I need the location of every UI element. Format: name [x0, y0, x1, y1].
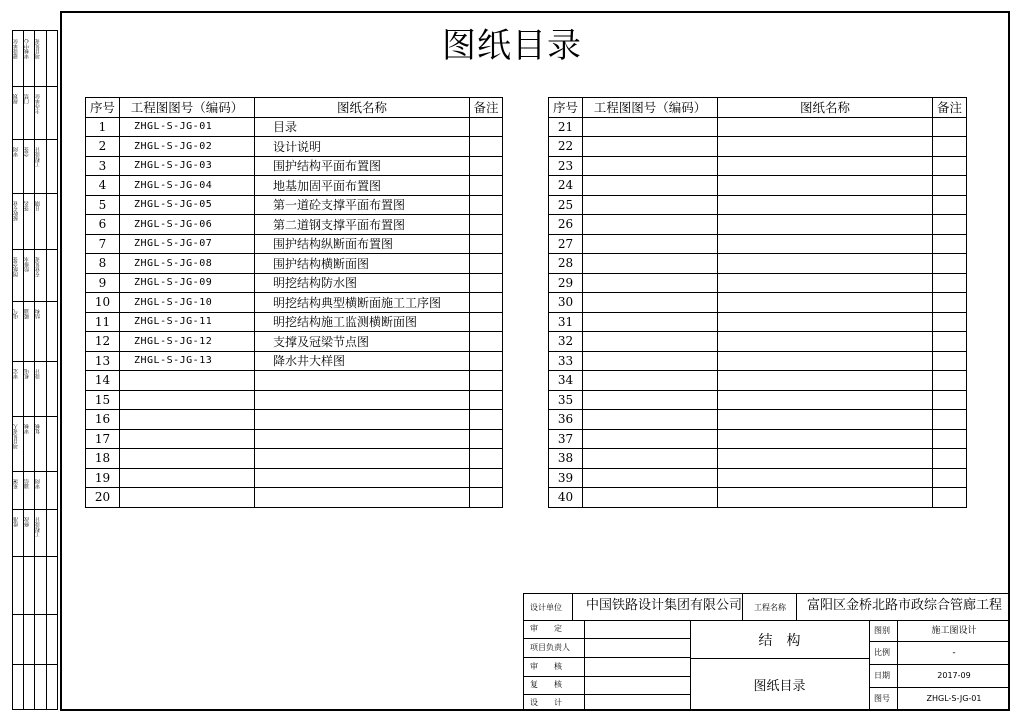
row-seq: 22 — [549, 137, 583, 157]
row-name — [718, 410, 933, 430]
row-name: 明挖结构防水图 — [255, 273, 470, 293]
sidebar-label: 机电 — [24, 369, 30, 379]
row-name — [718, 195, 933, 215]
header-name: 图纸名称 — [255, 98, 470, 118]
table-row — [549, 468, 967, 488]
row-note — [470, 332, 503, 352]
row-note — [933, 156, 967, 176]
row-name — [718, 156, 933, 176]
row-name: 设计说明 — [255, 137, 470, 157]
row-seq: 18 — [86, 449, 120, 469]
discipline: 结 构 — [758, 633, 801, 649]
row-seq: 35 — [549, 390, 583, 410]
row-seq: 29 — [549, 273, 583, 293]
row-note — [933, 293, 967, 313]
row-note — [933, 351, 967, 371]
row-name — [718, 117, 933, 137]
table-row — [549, 215, 967, 235]
row-note — [470, 176, 503, 196]
sidebar-label: 专业负责 — [35, 257, 41, 277]
row-note — [933, 332, 967, 352]
row-name — [718, 176, 933, 196]
row-note — [470, 215, 503, 235]
header-note: 备注 — [933, 98, 967, 118]
row-code — [583, 468, 718, 488]
row-code — [583, 410, 718, 430]
table-row — [549, 410, 967, 430]
row-code — [583, 488, 718, 508]
header-code: 工程图图号（编码） — [120, 98, 255, 118]
sidebar-label: 通信 — [24, 479, 30, 489]
page-title: 图纸目录 — [442, 26, 582, 66]
row-name — [718, 332, 933, 352]
row-name — [718, 449, 933, 469]
row-name — [718, 293, 933, 313]
row-name: 围护结构平面布置图 — [255, 156, 470, 176]
revision-sidebar — [12, 30, 58, 710]
row-code — [120, 410, 255, 430]
role-design: 设 计 — [530, 698, 562, 707]
row-name: 第一道砼支撑平面布置图 — [255, 195, 470, 215]
table-row — [86, 254, 503, 274]
row-note — [470, 390, 503, 410]
sidebar-label: 工程设计 — [35, 147, 41, 167]
row-seq: 16 — [86, 410, 120, 430]
scale-label: 比例 — [874, 648, 890, 657]
row-name — [718, 371, 933, 391]
row-code: ZHGL-S-JG-06 — [120, 215, 255, 235]
table-row — [549, 429, 967, 449]
row-code — [120, 429, 255, 449]
row-name: 明挖结构施工监测横断面图 — [255, 312, 470, 332]
sidebar-label: 批准 — [13, 517, 19, 527]
row-seq: 8 — [86, 254, 120, 274]
row-seq: 23 — [549, 156, 583, 176]
row-note — [470, 234, 503, 254]
row-name — [718, 234, 933, 254]
sidebar-label: 接收专业 — [13, 201, 19, 221]
row-code — [583, 429, 718, 449]
row-code: ZHGL-S-JG-09 — [120, 273, 255, 293]
row-code — [120, 488, 255, 508]
number-label: 图号 — [874, 694, 890, 703]
sidebar-label: 图纸会签 — [13, 257, 19, 277]
row-note — [933, 176, 967, 196]
project-name: 富阳区金桥北路市政综合管廊工程 — [807, 598, 1003, 613]
row-code — [583, 176, 718, 196]
table-row — [86, 273, 503, 293]
row-note — [470, 156, 503, 176]
table-row — [549, 351, 967, 371]
row-note — [933, 312, 967, 332]
row-seq: 27 — [549, 234, 583, 254]
row-note — [470, 449, 503, 469]
sidebar-label: 工程设计 — [35, 517, 41, 537]
row-name — [718, 488, 933, 508]
row-note — [933, 234, 967, 254]
sidebar-label: 日期 — [35, 201, 41, 211]
row-note — [933, 410, 967, 430]
row-name — [718, 351, 933, 371]
design-unit-label: 设计单位 — [530, 603, 562, 612]
row-seq: 37 — [549, 429, 583, 449]
row-note — [470, 429, 503, 449]
sidebar-label: 结构 — [35, 309, 41, 319]
row-code: ZHGL-S-JG-12 — [120, 332, 255, 352]
table-row — [549, 137, 967, 157]
row-name: 降水井大样图 — [255, 351, 470, 371]
sidebar-label: 项目负责人 — [13, 424, 19, 449]
row-code — [120, 390, 255, 410]
row-code — [583, 312, 718, 332]
sidebar-label: 审核 — [24, 424, 30, 434]
row-name — [718, 273, 933, 293]
row-code — [583, 371, 718, 391]
date-label: 日期 — [874, 671, 890, 680]
row-name — [718, 429, 933, 449]
row-name — [255, 371, 470, 391]
row-note — [933, 117, 967, 137]
row-code — [583, 254, 718, 274]
row-note — [933, 468, 967, 488]
row-seq: 17 — [86, 429, 120, 449]
row-note — [933, 429, 967, 449]
row-note — [933, 195, 967, 215]
row-code: ZHGL-S-JG-02 — [120, 137, 255, 157]
row-code: ZHGL-S-JG-07 — [120, 234, 255, 254]
row-note — [470, 293, 503, 313]
row-note — [470, 195, 503, 215]
row-seq: 21 — [549, 117, 583, 137]
header-seq: 序号 — [86, 98, 120, 118]
row-note — [470, 351, 503, 371]
row-code: ZHGL-S-JG-01 — [120, 117, 255, 137]
table-row — [549, 156, 967, 176]
row-seq: 33 — [549, 351, 583, 371]
table-row — [86, 293, 503, 313]
role-recheck: 复 核 — [530, 680, 562, 689]
row-name — [718, 312, 933, 332]
table-row — [86, 312, 503, 332]
row-name: 支撑及冠梁节点图 — [255, 332, 470, 352]
table-row — [86, 176, 503, 196]
sidebar-label: 签名 — [24, 201, 30, 211]
row-seq: 1 — [86, 117, 120, 137]
row-name: 地基加固平面布置图 — [255, 176, 470, 196]
row-name — [718, 137, 933, 157]
drawing-list-table-right — [548, 97, 967, 508]
row-name: 围护结构横断面图 — [255, 254, 470, 274]
header-name: 图纸名称 — [718, 98, 933, 118]
role-approve: 审 定 — [530, 624, 562, 633]
row-seq: 5 — [86, 195, 120, 215]
row-code: ZHGL-S-JG-11 — [120, 312, 255, 332]
table-row — [86, 390, 503, 410]
header-seq: 序号 — [549, 98, 583, 118]
row-seq: 24 — [549, 176, 583, 196]
row-note — [933, 137, 967, 157]
header-note: 备注 — [470, 98, 503, 118]
table-row — [549, 332, 967, 352]
row-note — [933, 215, 967, 235]
row-code: ZHGL-S-JG-10 — [120, 293, 255, 313]
row-seq: 30 — [549, 293, 583, 313]
table-row — [549, 371, 967, 391]
row-name — [255, 468, 470, 488]
category: 施工图设计 — [931, 626, 977, 636]
row-note — [470, 117, 503, 137]
row-note — [933, 488, 967, 508]
row-seq: 31 — [549, 312, 583, 332]
role-project-lead: 项目负责人 — [530, 643, 570, 652]
row-seq: 28 — [549, 254, 583, 274]
row-seq: 10 — [86, 293, 120, 313]
table-row — [86, 351, 503, 371]
row-seq: 12 — [86, 332, 120, 352]
row-code — [120, 449, 255, 469]
table-row — [86, 449, 503, 469]
row-note — [470, 468, 503, 488]
table-row — [86, 234, 503, 254]
drawing-number: ZHGL-S-JG-01 — [926, 694, 982, 703]
row-code — [583, 195, 718, 215]
row-name: 第二道钢支撑平面布置图 — [255, 215, 470, 235]
row-name — [718, 390, 933, 410]
table-row — [549, 273, 967, 293]
sidebar-label: 规划 — [13, 94, 19, 104]
row-code: ZHGL-S-JG-04 — [120, 176, 255, 196]
table-row — [86, 371, 503, 391]
row-code — [583, 234, 718, 254]
row-name — [718, 254, 933, 274]
row-seq: 4 — [86, 176, 120, 196]
row-note — [470, 371, 503, 391]
row-seq: 26 — [549, 215, 583, 235]
sidebar-label: 主办单位 — [35, 94, 41, 114]
sidebar-label: 电气 — [13, 309, 19, 319]
row-seq: 32 — [549, 332, 583, 352]
row-code — [583, 117, 718, 137]
row-code — [583, 449, 718, 469]
row-seq: 20 — [86, 488, 120, 508]
row-code — [583, 273, 718, 293]
row-note — [933, 371, 967, 391]
table-row — [549, 176, 967, 196]
row-code: ZHGL-S-JG-03 — [120, 156, 255, 176]
row-code — [583, 137, 718, 157]
sidebar-label: 会签 — [24, 147, 30, 157]
row-code — [583, 156, 718, 176]
row-seq: 14 — [86, 371, 120, 391]
row-seq: 25 — [549, 195, 583, 215]
row-note — [933, 273, 967, 293]
row-code: ZHGL-S-JG-08 — [120, 254, 255, 274]
row-code — [120, 468, 255, 488]
sidebar-label: 修改 — [24, 517, 30, 527]
sidebar-label: 系统 — [13, 479, 19, 489]
row-name — [255, 429, 470, 449]
header-code: 工程图图号（编码） — [583, 98, 718, 118]
row-code — [583, 390, 718, 410]
sidebar-label: 审阅 — [13, 147, 19, 157]
sidebar-label: 门禁 — [24, 94, 30, 104]
row-seq: 13 — [86, 351, 120, 371]
row-code — [583, 351, 718, 371]
table-row — [549, 449, 967, 469]
row-seq: 38 — [549, 449, 583, 469]
row-name: 围护结构纵断面布置图 — [255, 234, 470, 254]
sidebar-label: 给排水 — [24, 257, 30, 272]
row-seq: 19 — [86, 468, 120, 488]
table-row — [549, 312, 967, 332]
row-note — [470, 273, 503, 293]
table-row — [86, 215, 503, 235]
row-code: ZHGL-S-JG-05 — [120, 195, 255, 215]
table-row — [86, 332, 503, 352]
table-row — [86, 410, 503, 430]
table-row — [86, 117, 503, 137]
date: 2017-09 — [937, 671, 971, 680]
row-note — [470, 254, 503, 274]
row-note — [470, 410, 503, 430]
drawing-list-table-left — [85, 97, 503, 508]
row-note — [470, 488, 503, 508]
row-name — [255, 410, 470, 430]
sidebar-label: 审阅 — [35, 479, 41, 489]
row-note — [933, 390, 967, 410]
drawing-title: 图纸目录 — [753, 679, 806, 694]
row-seq: 36 — [549, 410, 583, 430]
design-unit: 中国铁路设计集团有限公司 — [586, 598, 743, 613]
category-label: 图别 — [874, 626, 890, 635]
sidebar-label: 建设单位 — [13, 39, 19, 59]
table-row — [86, 137, 503, 157]
table-row — [86, 468, 503, 488]
sidebar-label: 设计 — [35, 369, 41, 379]
sidebar-label: 项目负责 — [35, 39, 41, 59]
row-code — [120, 371, 255, 391]
table-row — [86, 429, 503, 449]
table-row — [549, 117, 967, 137]
row-name — [255, 488, 470, 508]
table-row — [549, 293, 967, 313]
table-row — [549, 254, 967, 274]
row-seq: 6 — [86, 215, 120, 235]
row-seq: 34 — [549, 371, 583, 391]
role-review: 审 核 — [530, 662, 562, 671]
row-code — [583, 215, 718, 235]
table-row — [549, 488, 967, 508]
table-row — [86, 488, 503, 508]
table-row — [86, 195, 503, 215]
table-row — [549, 234, 967, 254]
row-seq: 9 — [86, 273, 120, 293]
table-row — [86, 156, 503, 176]
row-seq: 2 — [86, 137, 120, 157]
row-note — [470, 137, 503, 157]
row-name: 目录 — [255, 117, 470, 137]
row-name — [255, 390, 470, 410]
row-seq: 7 — [86, 234, 120, 254]
row-code: ZHGL-S-JG-13 — [120, 351, 255, 371]
row-seq: 11 — [86, 312, 120, 332]
row-name — [718, 215, 933, 235]
sidebar-label: 复核 — [35, 424, 41, 434]
row-name — [718, 468, 933, 488]
title-block — [523, 593, 1010, 711]
row-code — [583, 332, 718, 352]
row-note — [470, 312, 503, 332]
row-note — [933, 254, 967, 274]
row-note — [933, 449, 967, 469]
row-name — [255, 449, 470, 469]
row-name: 明挖结构典型横断面施工工序图 — [255, 293, 470, 313]
row-seq: 15 — [86, 390, 120, 410]
project-label: 工程名称 — [754, 603, 786, 612]
sidebar-label: 审核中心 — [24, 39, 30, 59]
sidebar-label: 暖通 — [24, 309, 30, 319]
table-row — [549, 195, 967, 215]
row-seq: 40 — [549, 488, 583, 508]
table-row — [549, 390, 967, 410]
sidebar-label: 审定 — [13, 369, 19, 379]
row-seq: 3 — [86, 156, 120, 176]
row-seq: 39 — [549, 468, 583, 488]
row-code — [583, 293, 718, 313]
scale: - — [952, 648, 956, 658]
